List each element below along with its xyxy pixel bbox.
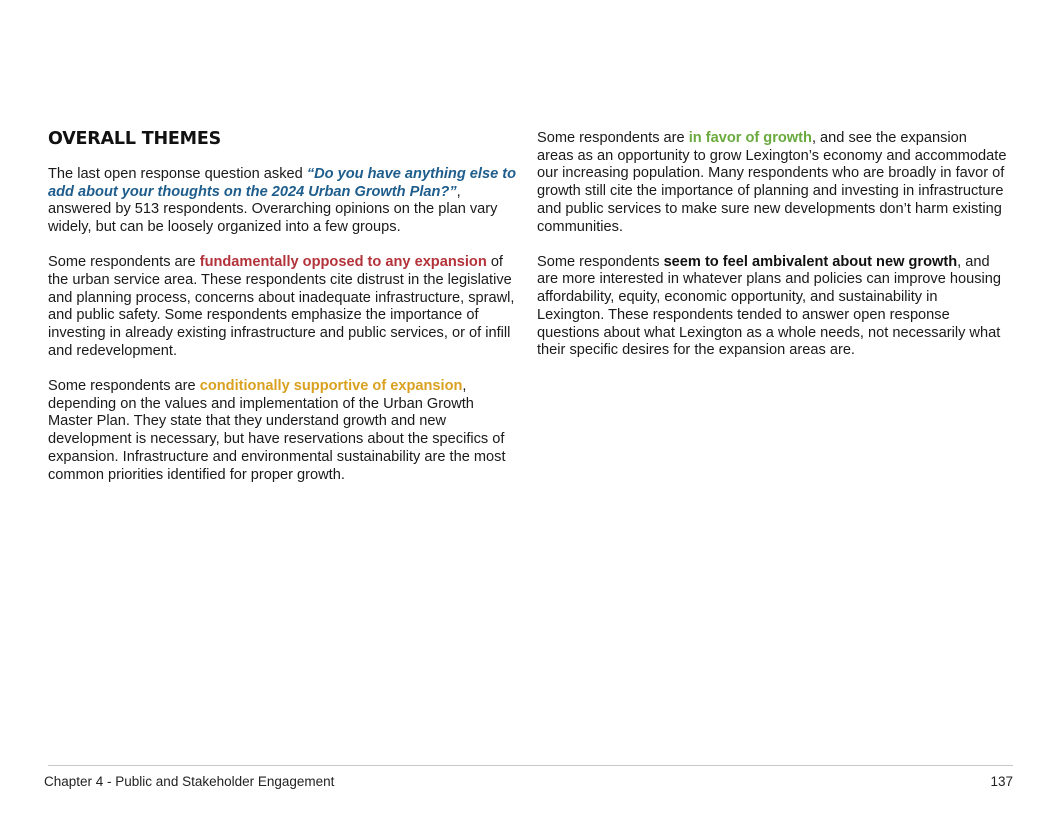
ambivalent-paragraph	[537, 254, 1007, 360]
conditional-highlight: conditionally supportive of expansion	[199, 378, 463, 395]
favor-text-end: , and see the expansion areas as an opportunity to grow Lexington’s economy and accommodate our increasing population. Many respondents who are broadly in favor of growth still cite the importance of planning and investing in infrastructure and public services to make sure new developments don’t harm existing communities.	[537, 130, 1007, 235]
opposed-paragraph	[48, 254, 520, 360]
right-column	[537, 128, 1007, 377]
favor-highlight: in favor of growth	[688, 130, 812, 146]
intro-text-end: , answered by 513 respondents. Overarching opinions on the plan vary widely, but can be loosely organized into a few groups.	[48, 183, 498, 236]
opposed-text-start: Some respondents are	[48, 254, 200, 271]
page-number: 137	[990, 774, 1013, 789]
ambivalent-text-end: , and are more interested in whatever plans and policies can improve housing affordability, equity, economic opportunity, and sustainability in Lexington. These respondents tended to answer open response questions about what Lexington as a whole needs, not necessarily what their specific desires for the expansion areas are.	[537, 253, 1002, 359]
intro-paragraph	[48, 166, 520, 237]
intro-text-start: The last open response question asked	[48, 166, 307, 182]
favor-text-start: Some respondents are	[537, 130, 689, 146]
favor-paragraph	[537, 130, 1007, 236]
conditional-text-end: , depending on the values and implementation of the Urban Growth Master Plan. They state that they understand growth and new development is necessary, but have reservations about the specifics of expansion. Infrastructure and environmental sustainability are the most common priorities identified for proper growth.	[48, 378, 506, 483]
opposed-text-end: of the urban service area. These respondents cite distrust in the legislative and planning process, concerns about inadequate infrastructure, sprawl, and public safety. Some respondents emphasize the importance of investing in already existing infrastructure and public services, or of infill and redevelopment.	[48, 254, 515, 359]
footer-divider	[48, 765, 1013, 766]
ambivalent-highlight: seem to feel ambivalent about new growth	[663, 253, 958, 270]
conditional-text-start: Some respondents are	[48, 378, 200, 395]
ambivalent-text-start: Some respondents	[537, 253, 664, 270]
left-column	[48, 128, 520, 502]
section-heading: OVERALL THEMES	[48, 129, 222, 149]
footer-chapter-title: Chapter 4 - Public and Stakeholder Engagement	[44, 774, 335, 789]
conditional-paragraph	[48, 378, 520, 484]
survey-question-quote: “Do you have anything else to add about your thoughts on the 2024 Urban Growth Plan?”	[48, 166, 517, 200]
opposed-highlight: fundamentally opposed to any expansion	[199, 254, 487, 271]
